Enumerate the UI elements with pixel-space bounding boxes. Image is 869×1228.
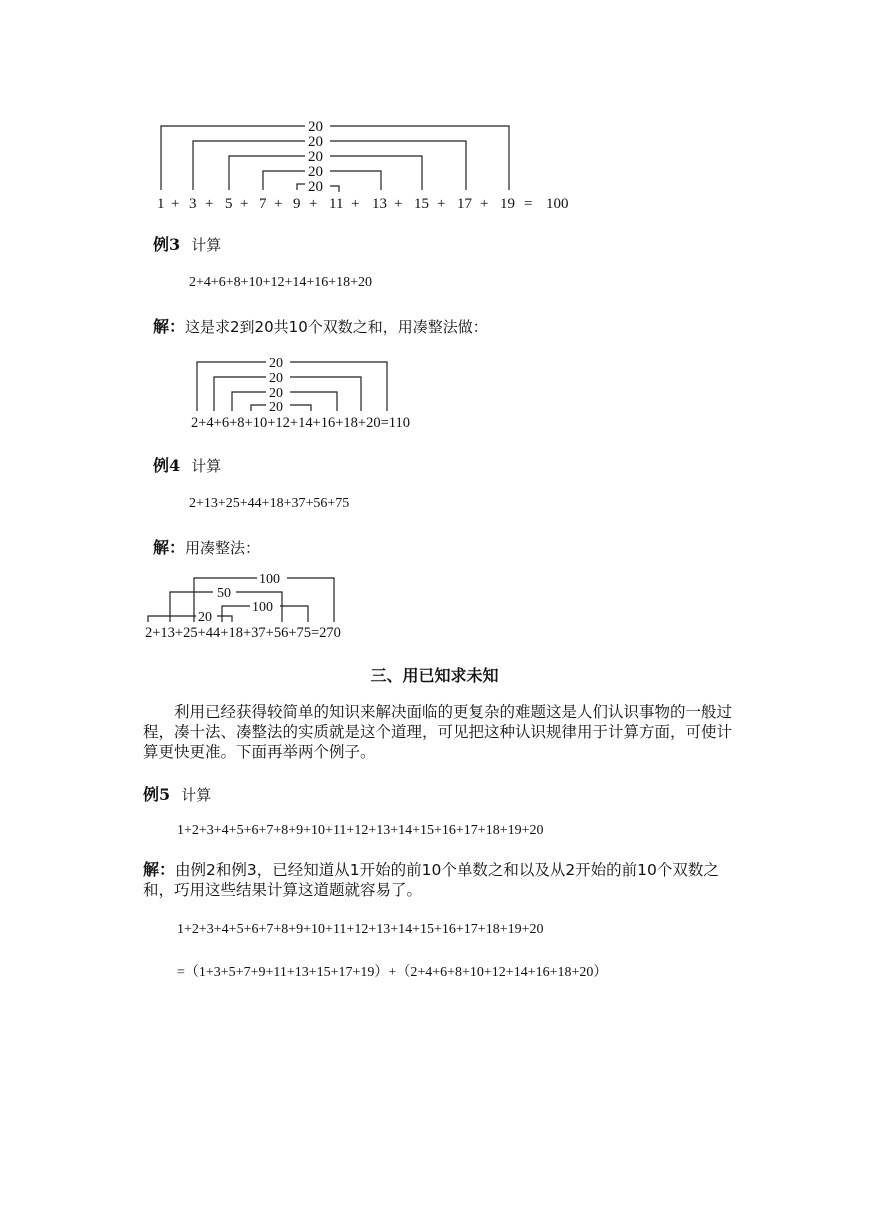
solution-label: 解： bbox=[153, 317, 186, 336]
diagram-2-equation: 2+4+6+8+10+12+14+16+18+20=110 bbox=[191, 415, 410, 431]
solution-text: 用凑整法： bbox=[185, 539, 261, 557]
equation-operator: + bbox=[309, 196, 318, 212]
group-sum-label: 100 bbox=[259, 572, 280, 587]
pair-sum-label: 20 bbox=[308, 179, 323, 195]
solution-text: 这是求2到20共10个双数之和，用凑整法做： bbox=[185, 318, 488, 336]
solution-text: 由例2和例3，已经知道从1开始的前10个单数之和以及从2开始的前10个双数之和，巧用这些结果计算这道题就容易了。 bbox=[143, 861, 719, 899]
pair-sum-label: 20 bbox=[308, 119, 323, 135]
group-sum-label: 50 bbox=[217, 586, 231, 601]
equation-operator: + bbox=[205, 196, 214, 212]
pair-sum-label: 20 bbox=[269, 400, 283, 415]
pair-sum-label: 20 bbox=[269, 371, 283, 386]
example-5-header bbox=[143, 782, 211, 805]
equation-operator: + bbox=[480, 196, 489, 212]
equation-operator: + bbox=[274, 196, 283, 212]
equation-term: 5 bbox=[225, 196, 233, 212]
equation-term: 7 bbox=[259, 196, 267, 212]
example-title: 计算 bbox=[181, 786, 212, 804]
equation-term: 19 bbox=[500, 196, 515, 212]
equation-operator: + bbox=[394, 196, 403, 212]
equation-term: 1 bbox=[157, 196, 165, 212]
equation-term: 11 bbox=[329, 196, 344, 212]
equation-operator: + bbox=[437, 196, 446, 212]
example-3-expression: 2+4+6+8+10+12+14+16+18+20 bbox=[189, 275, 373, 290]
equation-operator: + bbox=[171, 196, 180, 212]
example-label: 例5 bbox=[143, 785, 171, 804]
group-sum-label: 100 bbox=[252, 600, 273, 615]
equation-term: 3 bbox=[189, 196, 197, 212]
example-4-expression: 2+13+25+44+18+37+56+75 bbox=[189, 496, 350, 511]
pair-sum-label: 20 bbox=[269, 386, 283, 401]
example-title: 计算 bbox=[191, 457, 222, 475]
solution-label: 解： bbox=[143, 860, 176, 879]
example-label: 例4 bbox=[153, 456, 181, 475]
equation-term: 15 bbox=[414, 196, 429, 212]
diagram-3-equation: 2+13+25+44+18+37+56+75=270 bbox=[145, 625, 341, 641]
example-5-step-1: 1+2+3+4+5+6+7+8+9+10+11+12+13+14+15+16+17+18+19+20 bbox=[177, 922, 544, 937]
pair-sum-label: 20 bbox=[269, 356, 283, 371]
equation-term: 9 bbox=[293, 196, 301, 212]
example-5-expression: 1+2+3+4+5+6+7+8+9+10+11+12+13+14+15+16+17+18+19+20 bbox=[177, 823, 544, 838]
equation-operator: = bbox=[524, 196, 533, 212]
section-heading: 三、用已知求未知 bbox=[370, 666, 499, 685]
equation-term: 13 bbox=[372, 196, 387, 212]
example-title: 计算 bbox=[191, 236, 222, 254]
group-sum-label: 20 bbox=[198, 610, 212, 625]
section-paragraph: 利用已经获得较简单的知识来解决面临的更复杂的难题这是人们认识事物的一般过程，凑十法、凑整法的实质就是这个道理，可见把这种认识规律用于计算方面，可使计算更快更准。下面再举两个例子。 bbox=[143, 703, 733, 761]
example-5-solution bbox=[143, 860, 737, 900]
equation-operator: + bbox=[351, 196, 360, 212]
equation-operator: + bbox=[240, 196, 249, 212]
equation-term: 17 bbox=[457, 196, 472, 212]
equation-result: 100 bbox=[546, 196, 569, 212]
pair-sum-label: 20 bbox=[308, 149, 323, 165]
solution-label: 解： bbox=[153, 538, 186, 557]
pair-sum-label: 20 bbox=[308, 164, 323, 180]
example-5-step-2: =（1+3+5+7+9+11+13+15+17+19）+（2+4+6+8+10+12+14+16+18+20） bbox=[177, 965, 608, 980]
pair-sum-label: 20 bbox=[308, 134, 323, 150]
example-label: 例3 bbox=[153, 235, 181, 254]
